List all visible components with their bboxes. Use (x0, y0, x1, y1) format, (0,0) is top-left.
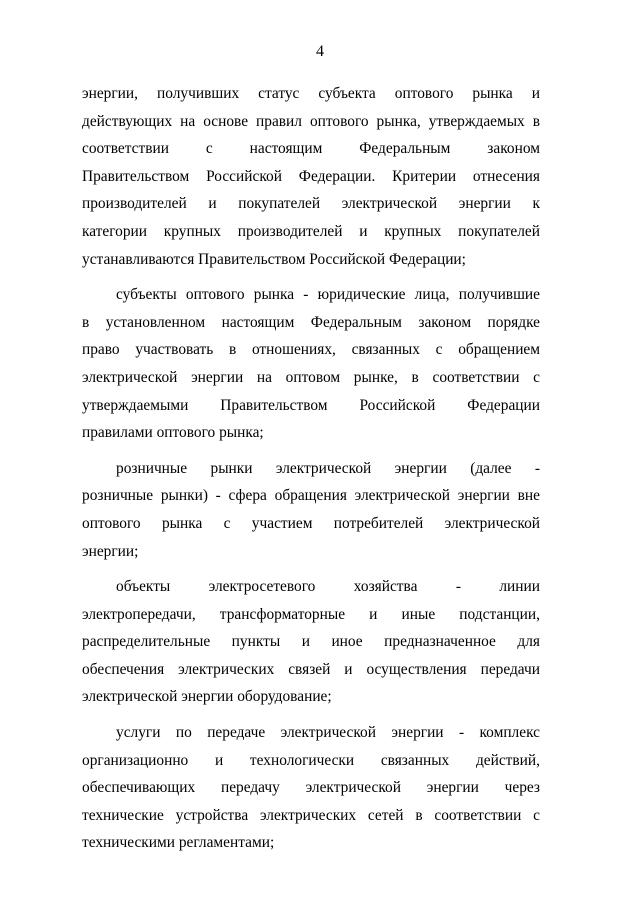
text-line: право участвовать в отношениях, связанных с обращением (82, 341, 540, 359)
text-line: электрической энергии оборудование; (82, 688, 332, 706)
text-line: энергии; (82, 542, 139, 560)
paragraph-wholesale-market-subjects (82, 281, 540, 447)
paragraph-retail-markets (82, 455, 540, 565)
text-line: распределительные пункты и иное предназначенное для (82, 633, 540, 651)
text-line: объекты электросетевого хозяйства - линии (116, 578, 540, 596)
paragraph-transmission-services (82, 719, 540, 857)
text-line: технические устройства электрических сетей в соответствии с (82, 806, 540, 824)
text-line: обеспечения электрических связей и осуществления передачи (82, 660, 540, 678)
text-line: услуги по передаче электрической энергии - комплекс (116, 724, 540, 742)
text-line: утверждаемыми Правительством Российской Федерации (82, 396, 540, 414)
text-line: устанавливаются Правительством Российской Федерации; (82, 250, 466, 268)
text-line: Правительством Российской Федерации. Критерии отнесения (82, 167, 540, 185)
text-line: электропередачи, трансформаторные и иные подстанции, (82, 605, 540, 623)
document-body (82, 80, 540, 857)
paragraph-grid-facilities (82, 573, 540, 711)
page-number: 4 (316, 43, 324, 60)
text-line: соответствии с настоящим Федеральным законом (82, 140, 540, 158)
text-line: техническими регламентами; (82, 834, 275, 852)
text-line: энергии, получивших статус субъекта оптового рынка и (82, 85, 540, 102)
paragraph-wholesale-market-participants (82, 80, 540, 273)
text-line: субъекты оптового рынка - юридические лица, получившие (116, 286, 540, 304)
text-line: обеспечивающих передачу электрической энергии через (82, 779, 540, 797)
text-line: категории крупных производителей и крупных покупателей (82, 222, 540, 240)
text-line: оптового рынка с участием потребителей электрической (82, 514, 540, 532)
text-line: в установленном настоящим Федеральным законом порядке (82, 313, 540, 331)
text-line: правилами оптового рынка; (82, 424, 264, 442)
text-line: электрической энергии на оптовом рынке, в соответствии с (82, 368, 540, 386)
text-line: производителей и покупателей электрической энергии к (82, 195, 540, 213)
text-line: организационно и технологически связанных действий, (82, 751, 540, 769)
text-line: розничные рынки) - сфера обращения электрической энергии вне (82, 487, 540, 505)
text-line: действующих на основе правил оптового рынка, утверждаемых в (82, 112, 540, 130)
text-line: розничные рынки электрической энергии (далее - (116, 459, 540, 477)
